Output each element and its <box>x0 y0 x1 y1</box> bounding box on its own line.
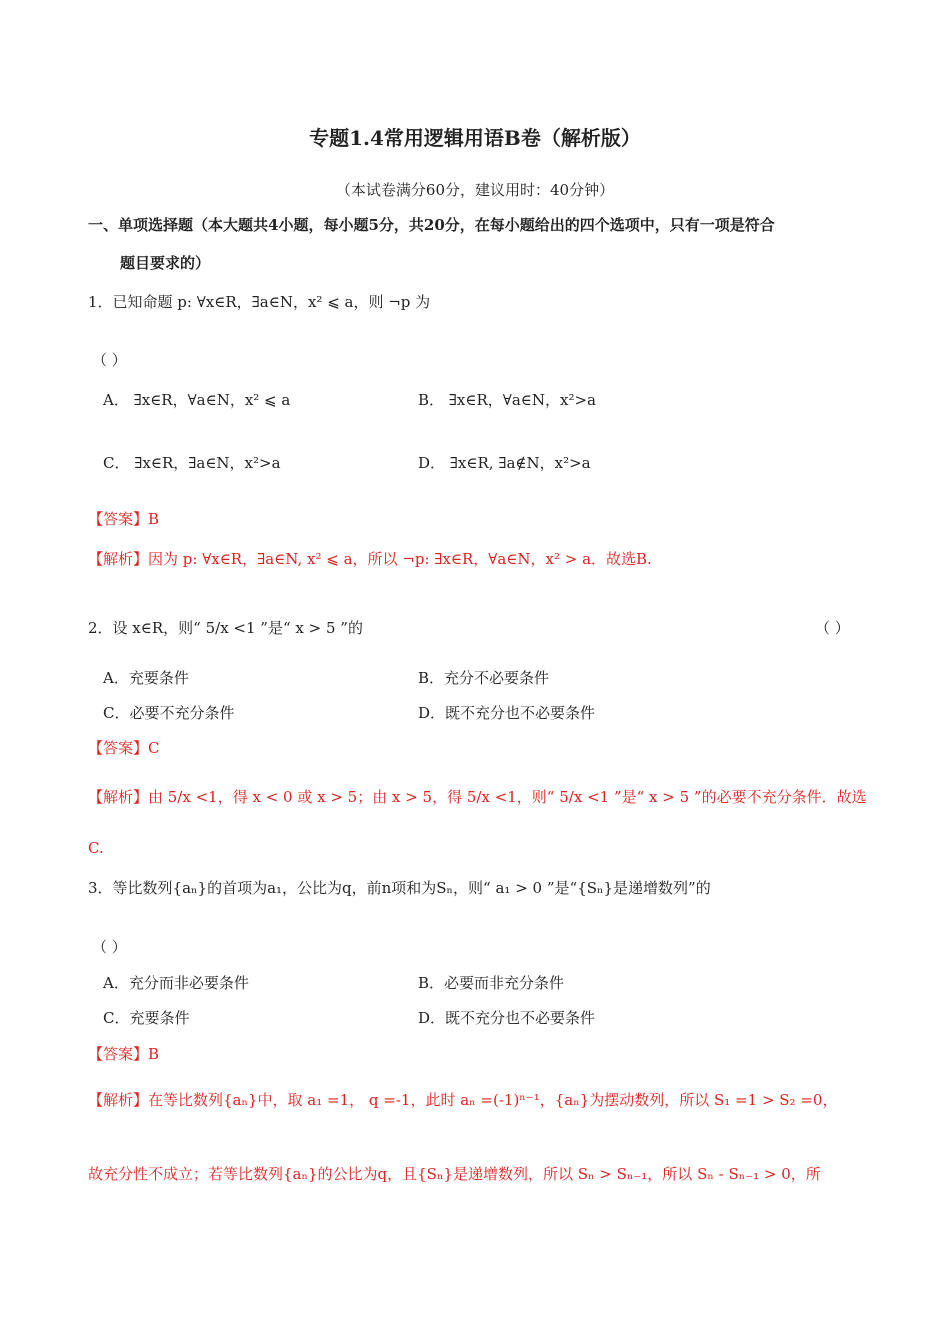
question-3-option-b: B．必要而非充分条件 <box>418 974 565 992</box>
exam-info: （本试卷满分60分，建议用时：40分钟） <box>335 181 615 199</box>
question-3-analysis-cont: 故充分性不成立；若等比数列{aₙ}的公比为q，且{Sₙ}是递增数列，所以 Sₙ > Sₙ₋₁，所以 Sₙ - Sₙ₋₁ > 0，所 <box>88 1165 821 1183</box>
question-2-option-d: D．既不充分也不必要条件 <box>418 704 596 722</box>
question-3-option-d: D．既不充分也不必要条件 <box>418 1009 596 1027</box>
question-2-option-a: A．充要条件 <box>103 669 189 687</box>
question-2-option-b: B．充分不必要条件 <box>418 669 550 687</box>
question-3-option-a: A．充分而非必要条件 <box>103 974 249 992</box>
question-3-option-c: C．充要条件 <box>103 1009 190 1027</box>
question-2-option-c: C．必要不充分条件 <box>103 704 235 722</box>
question-2-analysis-cont: C. <box>88 839 104 857</box>
question-1-analysis: 【解析】因为 p: ∀x∈R，∃a∈N, x² ⩽ a，所以 ¬p: ∃x∈R，∀a∈N，x² > a．故选B. <box>88 550 652 568</box>
question-1-paren: （ ） <box>92 351 127 369</box>
question-2-answer: 【答案】C <box>88 739 160 757</box>
question-1-option-c: C． ∃x∈R，∃a∈N，x²>a <box>103 454 281 472</box>
document-title: 专题1.4常用逻辑用语B卷（解析版） <box>309 126 641 150</box>
question-1-option-d: D． ∃x∈R, ∃a∉N，x²>a <box>418 454 591 472</box>
question-3-paren: （ ） <box>92 938 127 956</box>
question-3-analysis: 【解析】在等比数列{aₙ}中，取 a₁ =1， q =-1，此时 aₙ =(-1)ⁿ⁻¹，{aₙ}为摆动数列，所以 S₁ =1 > S₂ =0， <box>88 1091 838 1109</box>
section-heading: 一、单项选择题（本大题共4小题，每小题5分，共20分，在每小题给出的四个选项中，只有一项是符合 <box>88 216 775 234</box>
question-3-answer: 【答案】B <box>88 1045 160 1063</box>
question-2-paren: （ ） <box>815 619 850 637</box>
question-1-stem: 1．已知命题 p: ∀x∈R，∃a∈N，x² ⩽ a，则 ¬p 为 <box>88 293 431 311</box>
question-1-option-b: B． ∃x∈R，∀a∈N，x²>a <box>418 391 596 409</box>
section-heading-cont: 题目要求的） <box>120 254 211 272</box>
question-2-analysis: 【解析】由 5/x <1，得 x < 0 或 x > 5；由 x > 5，得 5/x <1，则“ 5/x <1 ”是“ x > 5 ”的必要不充分条件．故选 <box>88 788 867 806</box>
question-1-answer: 【答案】B <box>88 510 160 528</box>
question-1-option-a: A． ∃x∈R，∀a∈N，x² ⩽ a <box>103 391 291 409</box>
question-2-stem: 2．设 x∈R，则“ 5/x <1 ”是“ x > 5 ”的 <box>88 619 363 637</box>
question-3-stem: 3．等比数列{aₙ}的首项为a₁，公比为q，前n项和为Sₙ，则“ a₁ > 0 ”是“{Sₙ}是递增数列”的 <box>88 879 711 897</box>
